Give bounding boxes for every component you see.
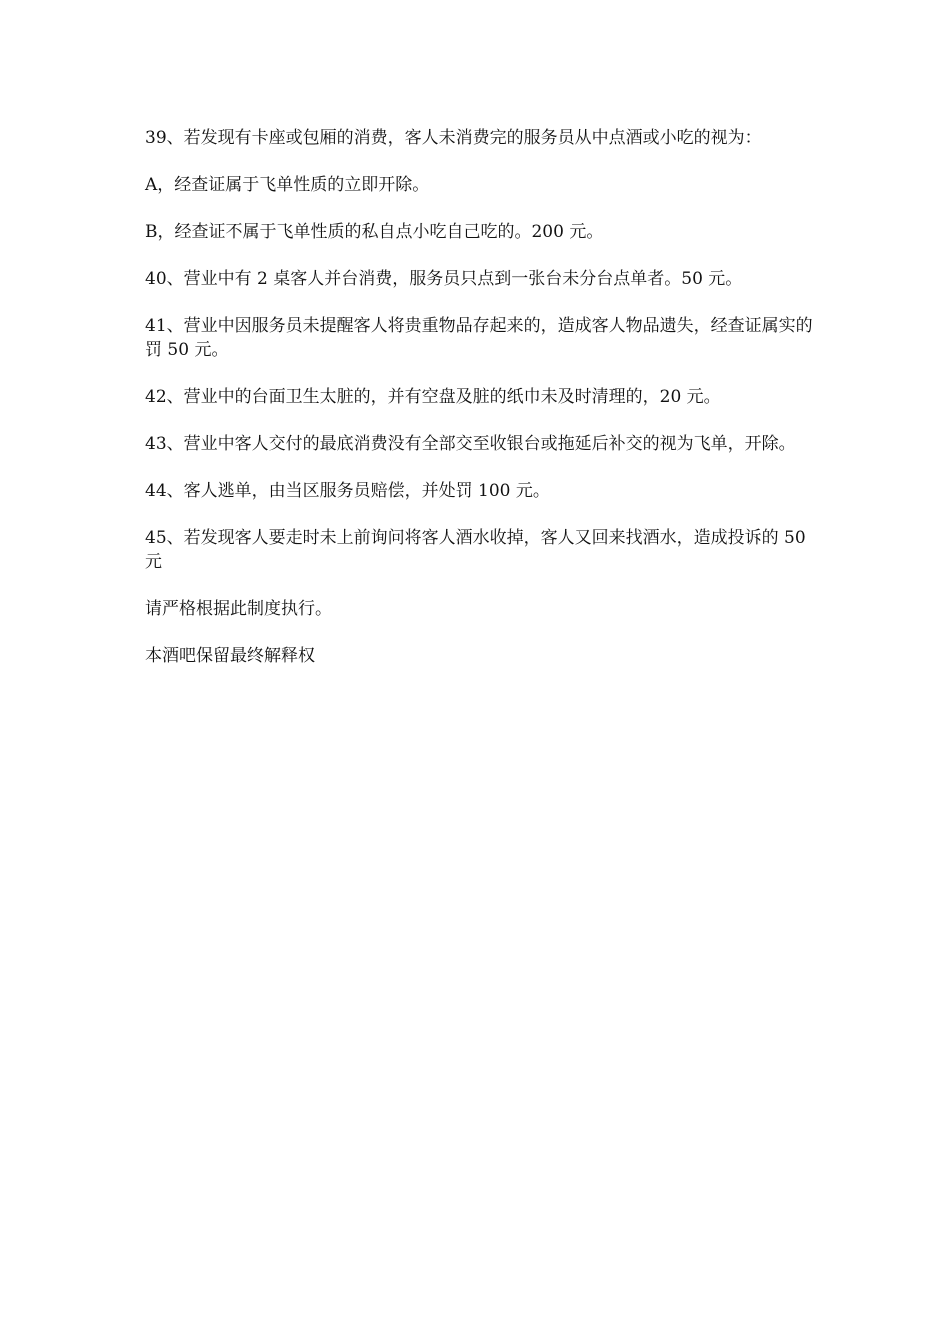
rule-42: 42、营业中的台面卫生太脏的，并有空盘及脏的纸巾未及时清理的，20 元。 xyxy=(145,387,721,407)
rule-39-option-b: B，经查证不属于飞单性质的私自点小吃自己吃的。200 元。 xyxy=(145,222,604,242)
closing-instruction: 请严格根据此制度执行。 xyxy=(145,599,332,619)
rule-39: 39、若发现有卡座或包厢的消费，客人未消费完的服务员从中点酒或小吃的视为： xyxy=(145,128,762,148)
rule-40: 40、营业中有 2 桌客人并台消费，服务员只点到一张台未分台点单者。50 元。 xyxy=(145,269,743,289)
rule-44: 44、客人逃单，由当区服务员赔偿，并处罚 100 元。 xyxy=(145,481,550,501)
rule-43: 43、营业中客人交付的最底消费没有全部交至收银台或拖延后补交的视为飞单，开除。 xyxy=(145,434,796,454)
rule-41: 41、营业中因服务员未提醒客人将贵重物品存起来的，造成客人物品遗失，经查证属实的罚 50 元。 xyxy=(145,316,813,360)
rule-39-option-a: A，经查证属于飞单性质的立即开除。 xyxy=(145,175,430,195)
document-body xyxy=(145,126,815,691)
rule-45: 45、若发现客人要走时未上前询问将客人酒水收掉，客人又回来找酒水，造成投诉的 50 元 xyxy=(145,528,806,572)
interpretation-rights: 本酒吧保留最终解释权 xyxy=(145,646,315,666)
